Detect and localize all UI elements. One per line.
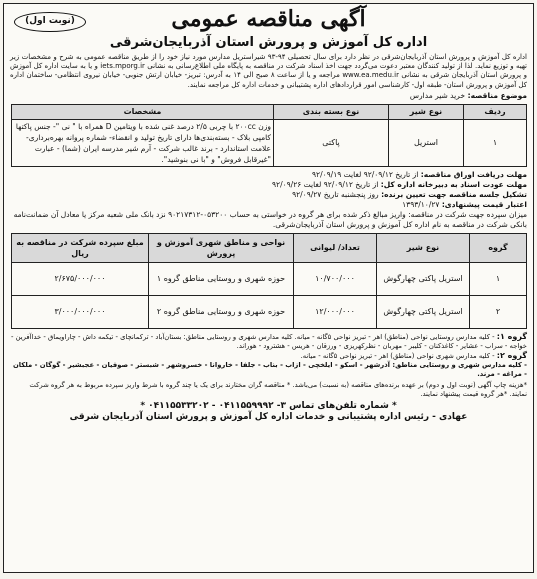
th-index: ردیف — [464, 104, 527, 119]
round-badge: (نوبت اول) — [14, 12, 86, 32]
cell-count: ۱۲/۰۰۰/۰۰۰ — [294, 295, 377, 328]
group2-bold-text: - کلیه مدارس شهری و روستایی مناطق: آذرشهر - اسکو - ایلخچی - ازاب - بناب - جلفا - خاروانا - خسروشهر - شبستر - صوفیان - عجبشیر - گوگان - ملکان - مراغه - مرند. — [12, 360, 527, 378]
cell-index: ۱ — [464, 119, 527, 166]
group1 — [10, 332, 527, 351]
cell-deposit: ۳/۰۰۰/۰۰۰/۰۰۰ — [12, 295, 149, 328]
cell-group: ۱ — [470, 262, 527, 295]
deadline-value: از تاریخ ۹۲/۰۹/۱۲ لغایت ۹۲/۰۹/۱۹ — [312, 169, 419, 179]
cell-milk-type: استریل — [389, 119, 464, 166]
deadline-label: مهلت دریافت اوراق مناقصه: — [420, 169, 527, 179]
cell-area: حوزه شهری و روستایی مناطق گروه ۲ — [149, 295, 294, 328]
th-milk: نوع شیر — [377, 233, 470, 262]
th-specs: مشخصات — [12, 104, 274, 119]
cell-milk: استریل پاکتی چهارگوش — [377, 295, 470, 328]
group1-text: - کلیه مدارس روستایی نواحی (مناطق) اهر - تبریز نواحی ۵گانه - میانه. کلیه مدارس شهری و روستایی مناطق: بستان‌آباد - ترکمانچای - تیکمه داش - چاراویماق - خداآفرین - خواجه - سراب - عشایر - کاغذکنان - کلیبر - مهربان - نظرکهریزی - ورزقان - هریس - هشترود - هوراند. — [10, 332, 527, 350]
groups-description — [4, 332, 533, 379]
table-row — [12, 262, 527, 295]
deadline-label: اعتبار قیمت پیشنهادی: — [441, 199, 527, 209]
subject-line — [4, 91, 533, 100]
th-milk-type: نوع شیر — [389, 104, 464, 119]
deposit-text: میزان سپرده جهت شرکت در مناقصه: واریز مبالغ ذکر شده برای هر گروه در خواستی به حساب ۰۵۳۲۰۰-۹۰۲۱۷۳۱۲ نزد بانک ملی شعبه مرکز یا معادل آن ضمانت‌نامه بانکی شرکت در مناقصه به نام اداره کل آموزش و پرورش استان آذربایجان‌شرقی. — [13, 209, 527, 229]
th-area: نواحی و مناطق شهری آموزش و پرورش — [149, 233, 294, 262]
deadline-label: مهلت عودت اسناد به دبیرخانه اداره کل: — [380, 179, 527, 189]
deadline-row — [10, 190, 527, 200]
deadline-row — [10, 200, 527, 210]
table-row — [12, 119, 527, 166]
subject-label: موضوع مناقصه: — [467, 90, 527, 100]
th-deposit: مبلغ سپرده شرکت در مناقصه به ریال — [12, 233, 149, 262]
deadline-value: ۱۳۹۳/۱۰/۲۷ — [402, 199, 440, 209]
intro-paragraph: اداره کل آموزش و پرورش استان آذربایجان‌شرقی در نظر دارد برای سال تحصیلی ۹۴-۹۳ شیراستریل مدارس مورد نیاز خود را از طریق مناقصه عمومی به شرح و مشخصات زیر تهیه و توزیع نماید. لذا از تولید کنندگان معتبر دعوت می‌گردد جهت اخذ اسناد شرکت در مناقصه به پایگاه ملی اطلاع‌رسانی به نشانی iets.mporg.ir و یا به سایت اداره کل آموزش و پرورش استان آذربایجان شرقی به نشانی www.ea.medu.ir مراجعه و یا از ساعت ۸ صبح الی ۱۴ به آدرس: تبریز- خیابان ارتش جنوبی- خیابان نیروی انتظامی- ساختمان اداره کل آموزش و پرورش استان- طبقه اول- کارشناسی امور قراردادهای اداره پشتیبانی و خدمات اداره کل مراجعه نمایند. — [10, 53, 527, 89]
group1-title: گروه ۱: — [496, 331, 527, 341]
cell-milk: استریل پاکتی چهارگوش — [377, 262, 470, 295]
deadline-label: تشکیل جلسه مناقصه جهت تعیین برنده: — [381, 189, 527, 199]
notes: *هزینه چاپ آگهی (نوبت اول و دوم) بر عهده برنده‌های مناقصه (به نسبت) می‌باشد. * مناقصه گران مختارند برای یک یا چند گروه با شرط واریز سپرده مربوط به هر گروه شرکت نمایند. *هر گروه قیمت پیشنهاد نمایند. — [29, 380, 527, 398]
deadlines — [4, 170, 533, 230]
signature-footer: عهادی - رئیس اداره پشتیبانی و خدمات اداره کل آموزش و پرورش استان آذربایجان شرقی — [69, 411, 468, 422]
cell-deposit: ۲/۶۷۵/۰۰۰/۰۰۰ — [12, 262, 149, 295]
group2-text: - کلیه مدارس شهری نواحی (مناطق) اهر - تبریز نواحی ۵گانه - میانه. — [300, 351, 495, 360]
group2 — [10, 351, 527, 361]
deadline-row — [10, 180, 527, 190]
deadline-value: از تاریخ ۹۲/۰۹/۱۲ لغایت ۹۲/۰۹/۲۶ — [272, 179, 379, 189]
cell-specs: وزن ۲۰۰cc با چربی ۲/۵ درصد غنی شده با ویتامین D همراه با " نی "- جنس پاکتها کامپی بلاک - بسته‌بندی‌ها دارای تاریخ تولید و انقضاء- شماره پروانه بهره‌برداری- علامت استاندارد - برند غالب شرکت - آرم شیر مدرسه ایران (شما) - عبارت "غیرقابل فروش" و "با نی بنوشید". — [12, 119, 274, 166]
th-group: گروه — [470, 233, 527, 262]
deadline-value: روز پنجشنبه تاریخ ۹۲/۰۹/۲۷ — [292, 189, 379, 199]
tender-notice — [3, 3, 534, 573]
subject-value: خرید شیر مدارس — [409, 90, 465, 100]
specs-table — [11, 104, 527, 167]
th-count: تعداد/ لیوانی — [294, 233, 377, 262]
th-packaging: نوع بسته بندی — [274, 104, 389, 119]
deadline-row — [10, 170, 527, 180]
notice-subtitle: اداره کل آموزش و پرورش استان آذربایجان‌شرقی — [109, 35, 428, 50]
notice-title: آگهی مناقصه عمومی — [171, 6, 366, 32]
contact-phones: * شماره تلفن‌های تماس ۳- ۰۴۱۱۵۵۹۹۹۲ - ۰۴۱۱۵۵۳۳۲۰۲ * — [140, 400, 397, 411]
cell-group: ۲ — [470, 295, 527, 328]
group2-title: گروه ۲: — [496, 350, 527, 360]
cell-count: ۱۰/۷۰۰/۰۰۰ — [294, 262, 377, 295]
cell-area: حوزه شهری و روستایی مناطق گروه ۱ — [149, 262, 294, 295]
cell-packaging: پاکتی — [274, 119, 389, 166]
table-row — [12, 295, 527, 328]
groups-table — [11, 233, 527, 329]
